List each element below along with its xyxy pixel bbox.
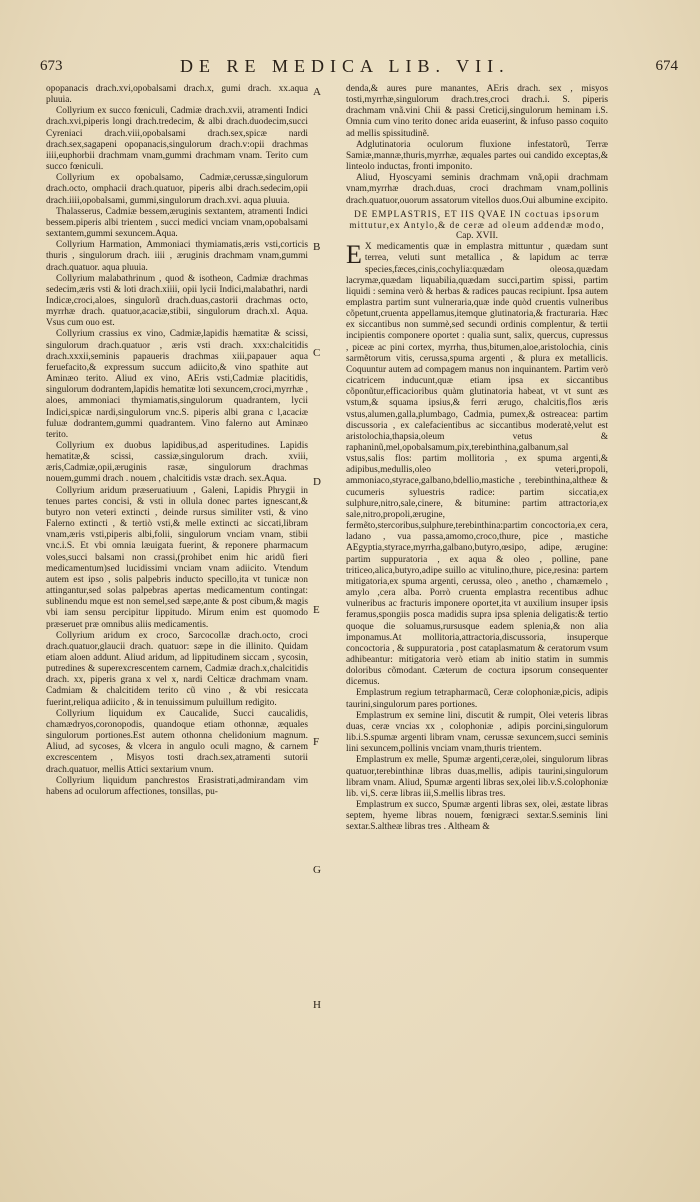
paragraph: Collyrium liquidum panchrestos Erasistrati,admirandam vim habens ad oculorum affectiones, tonsillas, pu- [46,775,308,797]
page-number-left: 673 [40,58,63,74]
section-heading: DE EMPLASTRIS, ET IIS QVAE IN coctuas ipsorum mittutur,ex Antylo,& de ceræ ad oleum addendæ modo, [349,208,605,230]
paragraph: denda,& aures pure manantes, AEris drach. sex , misyos tosti,myrrhæ,singulorum drach.tres,croci drach.i. S. piperis drachmam vnã.vini Chii & passi Creticij,singulorum heminam i.S. Omnia cum vino terito donec arida euaserint, & infuso passo coquito ad mellis spissitudinẽ. [346,84,608,139]
paragraph: Collyrium Harmation, Ammoniaci thymiamatis,æris vsti,corticis thuris , singulorum drach. iiii , æruginis drachmam vnam,gummi drach.quatuor. aqua pluuia. [46,240,308,273]
margin-letter: G [313,864,321,876]
paragraph: Collyrium ex duobus lapidibus,ad asperitudines. Lapidis hematitæ,& scissi, cassiæ,singulorum drach. xviii, æris,Cadmiæ,opii,æruginis rasæ, singulorum drachmas nouem,gummi drach . nouem , chalcitidis vstæ drach. sex.Aqua. [46,441,308,485]
right-text-column [346,84,608,833]
paragraph [346,242,608,688]
page-number-right: 674 [655,58,678,74]
margin-letter: C [313,347,321,359]
running-header [40,58,678,82]
paragraph: Collyrium crassius ex vino, Cadmiæ,lapidis hæmatitæ & scissi, singulorum drach.quatuor , æris vsti drach. xxx:chalcitidis drach.xxxii,seminis papaueris drachmas xiii,papauer aqua feruefacito,& expressum succum adiicito,& vino spathite aut Aminæo terito. Aliud ex vino, AEris vsti,Cadmiæ placitidis, singulorum dodrantem,lapidis hematitæ loti sexuncem,croci,myrrhæ , aloes, ammoniaci thymiamatis,singulorum quadrantem, lycii Indici,spicæ nardi,singulorum vnc.S. piperis albi grana c l,acaciæ fuluæ dodrantem,gummi quadrantem. Vino falerno aut Aminæo terito. [46,329,308,440]
paragraph: Collyrium ex opobalsamo, Cadmiæ,cerussæ,singulorum drach.octo, omphacii drach.quatuor, piperis albi drach.sedecim,opii drach.iiii,opobalsami, gummi,singulorum drach.xvi. aqua pluuia. [46,173,308,206]
margin-letter-column [313,0,331,1202]
paragraph: Emplastrum regium tetrapharmacũ, Ceræ colophoniæ,picis, adipis taurini,singulorum pares portiones. [346,688,608,710]
paragraph-text: X medicamentis quæ in emplastra mittuntur , quædam sunt terrea, veluti sunt metallica , & lapidum ac terræ species,fæces,cinis,cochylia:quædam oleosa,quædam lacrymæ,quædam liquabilia,quædam succi,partim spissi, partim liquidi : semina verò & herbas & radices paucas recipiunt. Ipsa autem emplastra partim sunt vulneraria,quæ inde quòd cruentis vulneribus cõpetunt,cruenta appellamus,itemque glutinatoria,& fracturaria. Hæc ex siccantibus non summè,sed secundi ordinis complentur, & tertii incipientis componere oportet : qualia sunt, salix, quercus, cupressus , piceæ ac pini cortex, myrrha, thus,bitumen,aloe,aristolochia, cinis sarmẽtorum vitis, cerussa,spuma argenti , & plura ex metallicis. Coquuntur autem ad compagem manus non inquinantem. Partim verò cicatricem inducunt,quæ etiam ipsa ex siccantibus cõponũtur,efficacioribus quàm glutinatoria habeat, vt vt sunt æs vstum,& squama ipsius,& ferri ærugo, chalcitis,flos æris vstus,alumen,galla,plumbago, Cadmia, pumex,& ostreacea: partim discussoria , ex calefacientibus ac siccantibus moderatè,velut est aristolochia,thapsia,oleum vetus & raphaninũ,mel,opobalsamum,pix,terebinthina,galbanum,sal vstus,salis flos: partim mollitoria , ex spuma argenti,& adipibus,medullis,oleo veteri,propoli, ammoniaco,styrace,galbano,bdellio,mastiche , terebinthina,altheæ & cucumeris syluestris radice: partim siccatia,ex sulphure,nitro,sale,cinere, & bitumine: partim attractoria,ex sale,nitro,propoli,ærugine, fermẽto,stercoribus,sulphure,terebinthina:partim concoctoria,ex cera, ladano , vua passa,amomo,croco,thure, pice , mastiche AEgyptia,styrace,myrrha,galbano,butyro,œsipo, adipe, ærugine: partim suppuratoria , ex aqua & oleo , polline, pane triticeo,alica,butyro,adipe suillo ac vitulino,thure, pice,resina: partem mitigatoria,ex spuma argenti, cerussa, oleo , anetho , chamæmelo , amylo ,cera alba. Porrò cruenta emplastra recentibus adhuc vulneribus ac fracturis imponere oportet,ita vt auxilium insuper ipsis feramus,spongiis posca madidis supra ipsa splenia deligatis:& tertio quoque die soluamus,rursusque eadem splenia,& non alia imponamus.At mollitoria,attractoria,discussoria, insuperque concoctoria , & suppuratoria , post cataplasmatum & ceratorum vsum adhibeantur: mitigatoria verò etiam ab initio statim in summis doloribus cõmodant. Cæterum de coctura ipsorum consequenter dicemus. [346,242,608,688]
margin-letter: D [313,476,321,488]
paragraph: Adglutinatoria oculorum fluxione infestatorũ, Terræ Samiæ,mannæ,thuris,myrrhæ, æquales partes oui candido exceptas,& linteolo inductas, fronti imponito. [346,139,608,173]
margin-letter: A [313,86,321,98]
margin-letter: H [313,999,321,1011]
paragraph: Aliud, Hyoscyami seminis drachmam vnã,opii drachmam vnam,myrrhæ drach.duas, croci drachmam vnam,pollinis drach.quatuor,ouorum assatorum vitellos duos.Oui albumine excipito. [346,173,608,206]
paragraph: Collyrium aridum ex croco, Sarcocollæ drach.octo, croci drach.quatuor,glaucii drach. quatuor: sæpe in die illinito. Quidam etiam aloen addunt. Aliud aridum, ad lippitudinem siccam , sycosin, putredines & superexcrescentem carnem, Cadmiæ drach.x,chalcitidis drach. xx, piperis grana x vel x, nardi Celticæ drachmam vnam. Cadmiam & chalcitidem terito cũ vino , & vbi resiccata fuerint,reliqua adiicito , & in tenuissimum puluillum redigito. [46,630,308,708]
paragraph: Collyrium malabathrinum , quod & isotheon, Cadmiæ drachmas sedecim,æris vsti & loti drach.xiiii, opii lycii Indici,malabathri, nardi Indicæ,croci,aloes, singulorũ drach.duas,castorii drachmas octo, myrrhæ drach. quatuor,acaciæ,stibii, singulorum drach.xl. Aqua. Vsus cum ouo est. [46,273,308,329]
paragraph: Collyrium aridum præseruatiuum , Galeni, Lapidis Phrygii in tenues partes concisi, & vsti in ollula donec partes ignescant,& butyro non veteri extincti , deinde rursus similiter vsti, & vino Falerno extincti , & tertiò vsti,& melle extincti ac siccati,libram vnam,æris vsti,piperis albi,folii, singulorum vnciam vnam, stibii vnc.i.S. Et vbi omnia læuigata fuerint, & reponere pharmacum voles,succi balsami non crassi,(prohibet enim hic aridũ fieri medicamentum)sed lucidissimi vnciam vnam adiicito. Vtendum autem est ipso , solis palpebris inducto specillo,ita vt tunicæ non attingantur,sed solas palpebras apertas medicamentum contingat: sublinendu mque est non semel,sed sæpe,ante & post cibum,& magis vbi iam sensu percipitur lippitudo. Mirum enim est quomodo præseruet præ omnibus aliis medicamentis. [46,485,308,630]
chapter-number: Cap. XVII. [456,231,498,242]
paragraph: Emplastrum ex succo, Spumæ argenti libras sex, olei, æstate libras septem, hyeme libras nouem, fœnigræci sextar.S.seminis lini sextar.S.altheæ libras tres . Altheam & [346,800,608,833]
left-text-column [46,84,308,798]
margin-letter: F [313,736,320,748]
drop-cap: E [346,240,362,270]
paragraph: Emplastrum ex melle, Spumæ argenti,ceræ,olei, singulorum libras quatuor,terebinthinæ libras duas,mellis, adipis taurini,singulorum libram vnam. Aliud, Spumæ argenti libras sex,olei lib.v.S.colophoniæ lib. vi,S. ceræ libras iii,S.mellis libras tres. [346,755,608,799]
paragraph: opopanacis drach.xvi,opobalsami drach.x, gumi drach. xx.aqua pluuia. [46,84,308,106]
margin-letter: B [313,241,321,253]
paragraph: Collyrium liquidum ex Caucalide, Succi caucalidis, chamædryos,coronopodis, quandoque etiam othonnæ, æquales singulorum portiones.Est autem othonna chelidonium magnum. Aliud, ad sycoses, & vlcera in angulo oculi magno, & carnem excrescentem , Misyos tosti drach.sex,atramenti sutorii drach.quatuor, mellis Attici sextarium vnum. [46,708,308,775]
paragraph: Collyrium ex succo fœniculi, Cadmiæ drach.xvii, atramenti Indici drach.xvi,piperis longi drach.tredecim, & albi drach.duodecim,succi Cyreniaci drach.viii,opobalsami drach.sex,spicæ nardi drach.sex,sagapeni opopanacis,singulorum drach.v:opii drachmas iiii,euphorbii drachmam vnam,gummi drachmam vnam. Terito cum succo fœniculi. [46,106,308,173]
paragraph: Thalasserus, Cadmiæ bessem,æruginis sextantem, atramenti Indici bessem.piperis albi trientem , succi medici vnciam vnam,opobalsami sextantem,gummi sexuncem.Aqua. [46,206,308,240]
paragraph: Emplastrum ex semine lini, discutit & rumpit, Olei veteris libras duas, ceræ vncias xx , colophoniæ , adipis porcini,singulorum lib.i.S.spumæ argenti libram vnam, cerussæ sexuncem,succi seminis lini sexuncem,pollinis vnciam vnam,thuris trientem. [346,710,608,755]
margin-letter: E [313,604,320,616]
running-title: DE RE MEDICA LIB. VII. [180,56,510,76]
